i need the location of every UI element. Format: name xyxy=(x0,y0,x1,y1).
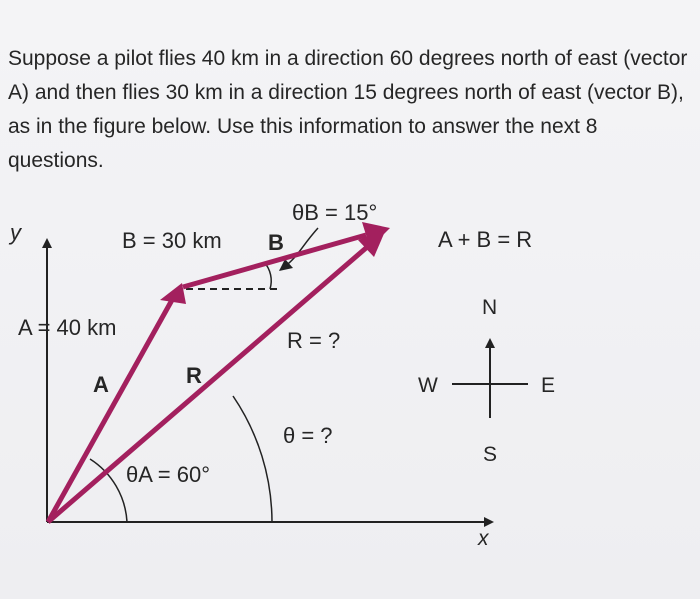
x-axis-label: x xyxy=(478,527,489,550)
compass-east-label: E xyxy=(541,374,556,397)
theta-a-label: θA = 60° xyxy=(126,462,211,487)
y-axis-label: y xyxy=(10,220,21,245)
resultant-name-label: R xyxy=(186,363,202,388)
compass-west-label: W xyxy=(418,374,438,397)
vector-b-name-label: B xyxy=(268,230,284,255)
vector-a-name-label: A xyxy=(93,372,109,397)
sum-equation-label: A + B = R xyxy=(438,227,533,252)
theta-resultant-arc xyxy=(233,396,272,522)
theta-resultant-label: θ = ? xyxy=(283,423,333,448)
vector-a-magnitude-label: A = 40 km xyxy=(18,315,117,340)
vector-a-arrowhead xyxy=(160,283,186,304)
vector-b-magnitude-label: B = 30 km xyxy=(122,228,222,253)
theta-b-label: θB = 15° xyxy=(292,200,378,225)
compass-south-label: S xyxy=(483,443,498,466)
resultant-magnitude-label: R = ? xyxy=(287,328,341,353)
problem-text: Suppose a pilot flies 40 km in a direction 60 degrees north of east (vector A) and then flies 30 km in a direction 15 degrees north of east (vector B), as in the figure below. Use this information to answer the next 8 questions. xyxy=(8,47,688,172)
compass-north-label: N xyxy=(482,296,498,319)
